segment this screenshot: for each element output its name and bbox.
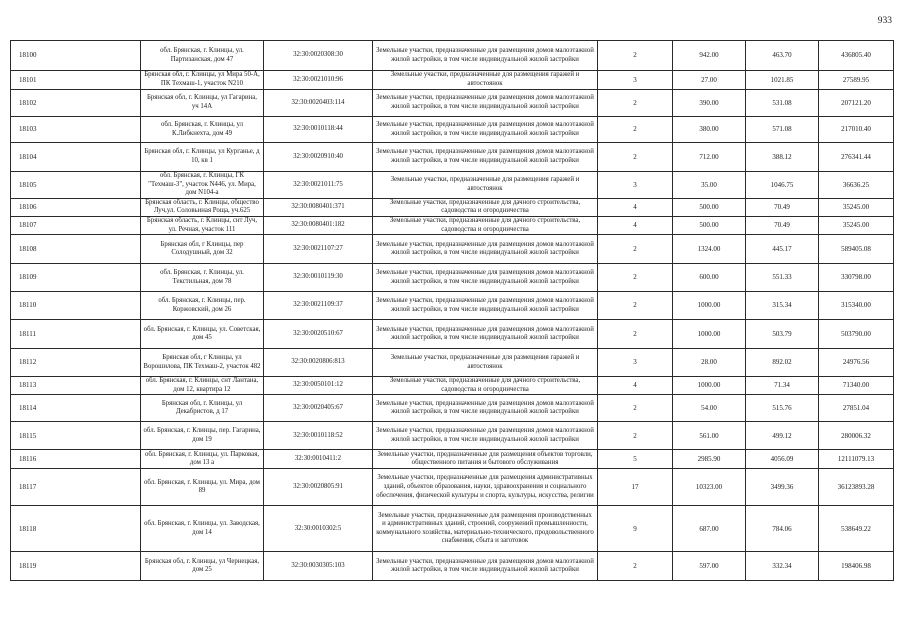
unit-cost-cell: 315.34 bbox=[746, 292, 819, 320]
unit-cost-cell: 531.08 bbox=[746, 90, 819, 117]
cadastral-number-cell: 32:30:0020510:67 bbox=[264, 320, 373, 349]
address-cell: обл. Брянская, г. Клинцы, ул К.Либкнехта, дом 49 bbox=[141, 117, 264, 143]
cadastral-number-cell: 32:30:0020403:114 bbox=[264, 90, 373, 117]
table-row bbox=[11, 235, 894, 264]
group-cell: 2 bbox=[598, 90, 673, 117]
address-cell: обл. Брянская, г. Клинцы, ул. Партизанская, дом 47 bbox=[141, 41, 264, 71]
unit-cost-cell: 4056.09 bbox=[746, 450, 819, 469]
row-number: 18102 bbox=[11, 90, 141, 117]
area-cell: 27.00 bbox=[673, 71, 746, 90]
area-cell: 600.00 bbox=[673, 264, 746, 292]
area-cell: 712.00 bbox=[673, 143, 746, 172]
address-cell: обл. Брянская, г. Клинцы, снт Лантана, дом 12, квартира 12 bbox=[141, 377, 264, 395]
address-cell: обл. Брянская, г. Клинцы, ГК "Техмаш-3", участок N446, ул. Мира, дом N104-а bbox=[141, 172, 264, 199]
address-cell: Брянская обл, г. Клинцы, ул Гагарина, уч 14А bbox=[141, 90, 264, 117]
row-number: 18107 bbox=[11, 216, 141, 234]
address-cell: Брянская обл, г Клинцы, пер Солодушный, дом 32 bbox=[141, 235, 264, 264]
table-row bbox=[11, 41, 894, 71]
unit-cost-cell: 515.76 bbox=[746, 395, 819, 422]
table-row bbox=[11, 506, 894, 552]
cadastral-number-cell: 32:30:0010411:2 bbox=[264, 450, 373, 469]
unit-cost-cell: 503.79 bbox=[746, 320, 819, 349]
cadastral-number-cell: 32:30:0030305:103 bbox=[264, 552, 373, 581]
cadastral-number-cell: 32:30:0050101:12 bbox=[264, 377, 373, 395]
area-cell: 28.00 bbox=[673, 349, 746, 377]
unit-cost-cell: 332.34 bbox=[746, 552, 819, 581]
table-row bbox=[11, 395, 894, 422]
row-number: 18108 bbox=[11, 235, 141, 264]
land-use-cell: Земельные участки, предназначенные для дачного строительства, садоводства и огородничества bbox=[373, 198, 598, 216]
land-use-cell: Земельные участки, предназначенные для размещения домов малоэтажной жилой застройки, в том числе индивидуальной жилой застройки bbox=[373, 422, 598, 450]
table-row bbox=[11, 117, 894, 143]
unit-cost-cell: 71.34 bbox=[746, 377, 819, 395]
table-row bbox=[11, 198, 894, 216]
group-cell: 2 bbox=[598, 235, 673, 264]
cadastral-value-cell: 24976.56 bbox=[819, 349, 894, 377]
cadastral-number-cell: 32:30:0010119:30 bbox=[264, 264, 373, 292]
land-use-cell: Земельные участки, предназначенные для размещения домов малоэтажной жилой застройки, в том числе индивидуальной жилой застройки bbox=[373, 395, 598, 422]
land-use-cell: Земельные участки, предназначенные для размещения домов малоэтажной жилой застройки, в том числе индивидуальной жилой застройки bbox=[373, 143, 598, 172]
area-cell: 1000.00 bbox=[673, 320, 746, 349]
unit-cost-cell: 784.06 bbox=[746, 506, 819, 552]
cadastral-value-cell: 35245.00 bbox=[819, 198, 894, 216]
table-row bbox=[11, 469, 894, 506]
row-number: 18105 bbox=[11, 172, 141, 199]
unit-cost-cell: 388.12 bbox=[746, 143, 819, 172]
area-cell: 500.00 bbox=[673, 216, 746, 234]
land-use-cell: Земельные участки, предназначенные для размещения домов малоэтажной жилой застройки, в том числе индивидуальной жилой застройки bbox=[373, 264, 598, 292]
row-number: 18119 bbox=[11, 552, 141, 581]
address-cell: Брянская обл, г. Клинцы, ул Курганье, д 10, кв 1 bbox=[141, 143, 264, 172]
cadastral-number-cell: 32:30:0020308:30 bbox=[264, 41, 373, 71]
cadastral-value-cell: 280006.32 bbox=[819, 422, 894, 450]
area-cell: 687.00 bbox=[673, 506, 746, 552]
group-cell: 2 bbox=[598, 422, 673, 450]
cadastral-value-cell: 315340.00 bbox=[819, 292, 894, 320]
table-row bbox=[11, 292, 894, 320]
table-row bbox=[11, 172, 894, 199]
area-cell: 10323.00 bbox=[673, 469, 746, 506]
cadastral-number-cell: 32:30:0020910:40 bbox=[264, 143, 373, 172]
land-valuation-table bbox=[10, 40, 894, 581]
unit-cost-cell: 463.70 bbox=[746, 41, 819, 71]
cadastral-number-cell: 32:30:0020405:67 bbox=[264, 395, 373, 422]
cadastral-value-cell: 198406.98 bbox=[819, 552, 894, 581]
land-use-cell: Земельные участки, предназначенные для размещения административных зданий, объектов образования, науки, здравоохранения и социального обеспечения, физической культуры и спорта, культуры, искусства, религии bbox=[373, 469, 598, 506]
row-number: 18113 bbox=[11, 377, 141, 395]
address-cell: Брянская обл, г. Клинцы, ул Декабристов, д 17 bbox=[141, 395, 264, 422]
address-cell: Брянская область, г. Клинцы, снт Луч, ул. Речная, участок 111 bbox=[141, 216, 264, 234]
unit-cost-cell: 551.33 bbox=[746, 264, 819, 292]
area-cell: 54.00 bbox=[673, 395, 746, 422]
address-cell: Брянская обл, г. Клинцы, ул Мира 50-А, ПК Техмаш-1, участок N210 bbox=[141, 71, 264, 90]
cadastral-number-cell: 32:30:0021010:96 bbox=[264, 71, 373, 90]
table-row bbox=[11, 90, 894, 117]
cadastral-number-cell: 32:30:0010302:5 bbox=[264, 506, 373, 552]
row-number: 18103 bbox=[11, 117, 141, 143]
group-cell: 2 bbox=[598, 41, 673, 71]
address-cell: обл. Брянская, г. Клинцы, ул. Советская, дом 45 bbox=[141, 320, 264, 349]
group-cell: 17 bbox=[598, 469, 673, 506]
cadastral-value-cell: 276341.44 bbox=[819, 143, 894, 172]
area-cell: 380.00 bbox=[673, 117, 746, 143]
land-use-cell: Земельные участки, предназначенные для размещения объектов торговли, общественного питания и бытового обслуживания bbox=[373, 450, 598, 469]
row-number: 18111 bbox=[11, 320, 141, 349]
table-row bbox=[11, 377, 894, 395]
cadastral-value-cell: 35245.00 bbox=[819, 216, 894, 234]
row-number: 18115 bbox=[11, 422, 141, 450]
area-cell: 1000.00 bbox=[673, 292, 746, 320]
group-cell: 5 bbox=[598, 450, 673, 469]
unit-cost-cell: 1021.85 bbox=[746, 71, 819, 90]
cadastral-value-cell: 36636.25 bbox=[819, 172, 894, 199]
row-number: 18114 bbox=[11, 395, 141, 422]
address-cell: обл. Брянская, г. Клинцы, пер. Гагарина, дом 19 bbox=[141, 422, 264, 450]
row-number: 18110 bbox=[11, 292, 141, 320]
group-cell: 4 bbox=[598, 377, 673, 395]
area-cell: 2985.90 bbox=[673, 450, 746, 469]
unit-cost-cell: 3499.36 bbox=[746, 469, 819, 506]
cadastral-value-cell: 436805.40 bbox=[819, 41, 894, 71]
cadastral-value-cell: 217010.40 bbox=[819, 117, 894, 143]
group-cell: 3 bbox=[598, 349, 673, 377]
area-cell: 597.00 bbox=[673, 552, 746, 581]
land-use-cell: Земельные участки, предназначенные для размещения домов малоэтажной жилой застройки, в том числе индивидуальной жилой застройки bbox=[373, 292, 598, 320]
cadastral-value-cell: 538649.22 bbox=[819, 506, 894, 552]
land-use-cell: Земельные участки, предназначенные для размещения домов малоэтажной жилой застройки, в том числе индивидуальной жилой застройки bbox=[373, 117, 598, 143]
row-number: 18101 bbox=[11, 71, 141, 90]
land-use-cell: Земельные участки, предназначенные для размещения производственных и административных зданий, строений, сооружений промышленности, коммунального хозяйства, материально-технического, продовольственного снабжения, сбыта и заготовок bbox=[373, 506, 598, 552]
row-number: 18112 bbox=[11, 349, 141, 377]
cadastral-value-cell: 27851.04 bbox=[819, 395, 894, 422]
row-number: 18116 bbox=[11, 450, 141, 469]
table-row bbox=[11, 264, 894, 292]
land-use-cell: Земельные участки, предназначенные для размещения домов малоэтажной жилой застройки, в том числе индивидуальной жилой застройки bbox=[373, 552, 598, 581]
table-row bbox=[11, 450, 894, 469]
table-row bbox=[11, 143, 894, 172]
table-row bbox=[11, 216, 894, 234]
address-cell: обл. Брянская, г. Клинцы, пер. Коржовский, дом 26 bbox=[141, 292, 264, 320]
group-cell: 2 bbox=[598, 395, 673, 422]
address-cell: обл. Брянская, г. Клинцы, ул. Мира, дом 89 bbox=[141, 469, 264, 506]
land-use-cell: Земельные участки, предназначенные для размещения домов малоэтажной жилой застройки, в том числе индивидуальной жилой застройки bbox=[373, 41, 598, 71]
cadastral-value-cell: 12111079.13 bbox=[819, 450, 894, 469]
table-row bbox=[11, 349, 894, 377]
cadastral-number-cell: 32:30:0080401:182 bbox=[264, 216, 373, 234]
address-cell: Брянская обл, г Клинцы, ул Ворошилова, ПК Техмаш-2, участок 482 bbox=[141, 349, 264, 377]
area-cell: 1000.00 bbox=[673, 377, 746, 395]
table-row bbox=[11, 320, 894, 349]
group-cell: 4 bbox=[598, 198, 673, 216]
land-use-cell: Земельные участки, предназначенные для размещения домов малоэтажной жилой застройки, в том числе индивидуальной жилой застройки bbox=[373, 90, 598, 117]
cadastral-value-cell: 27589.95 bbox=[819, 71, 894, 90]
row-number: 18117 bbox=[11, 469, 141, 506]
cadastral-number-cell: 32:30:0021107:27 bbox=[264, 235, 373, 264]
land-use-cell: Земельные участки, предназначенные для размещения гаражей и автостоянок bbox=[373, 71, 598, 90]
area-cell: 561.00 bbox=[673, 422, 746, 450]
unit-cost-cell: 445.17 bbox=[746, 235, 819, 264]
area-cell: 1324.00 bbox=[673, 235, 746, 264]
unit-cost-cell: 70.49 bbox=[746, 216, 819, 234]
unit-cost-cell: 892.02 bbox=[746, 349, 819, 377]
address-cell: Брянская область, г. Клинцы, общество Луч,ул. Соловьиная Роща, уч.625 bbox=[141, 198, 264, 216]
group-cell: 2 bbox=[598, 117, 673, 143]
table-row bbox=[11, 552, 894, 581]
cadastral-value-cell: 503790.00 bbox=[819, 320, 894, 349]
address-cell: обл. Брянская, г. Клинцы, ул. Парковая, дом 13 а bbox=[141, 450, 264, 469]
group-cell: 2 bbox=[598, 320, 673, 349]
land-use-cell: Земельные участки, предназначенные для дачного строительства, садоводства и огородничества bbox=[373, 377, 598, 395]
cadastral-number-cell: 32:30:0020806:813 bbox=[264, 349, 373, 377]
area-cell: 390.00 bbox=[673, 90, 746, 117]
group-cell: 3 bbox=[598, 172, 673, 199]
address-cell: обл. Брянская, г. Клинцы, ул. Текстильная, дом 78 bbox=[141, 264, 264, 292]
group-cell: 2 bbox=[598, 292, 673, 320]
cadastral-number-cell: 32:30:0021011:75 bbox=[264, 172, 373, 199]
row-number: 18104 bbox=[11, 143, 141, 172]
unit-cost-cell: 1046.75 bbox=[746, 172, 819, 199]
area-cell: 500.00 bbox=[673, 198, 746, 216]
unit-cost-cell: 499.12 bbox=[746, 422, 819, 450]
row-number: 18106 bbox=[11, 198, 141, 216]
cadastral-value-cell: 207121.20 bbox=[819, 90, 894, 117]
land-use-cell: Земельные участки, предназначенные для размещения домов малоэтажной жилой застройки, в том числе индивидуальной жилой застройки bbox=[373, 235, 598, 264]
cadastral-number-cell: 32:30:0020805:91 bbox=[264, 469, 373, 506]
cadastral-number-cell: 32:30:0080401:371 bbox=[264, 198, 373, 216]
land-use-cell: Земельные участки, предназначенные для размещения домов малоэтажной жилой застройки, в том числе индивидуальной жилой застройки bbox=[373, 320, 598, 349]
cadastral-value-cell: 36123893.28 bbox=[819, 469, 894, 506]
unit-cost-cell: 571.08 bbox=[746, 117, 819, 143]
group-cell: 2 bbox=[598, 264, 673, 292]
row-number: 18118 bbox=[11, 506, 141, 552]
group-cell: 2 bbox=[598, 552, 673, 581]
cadastral-number-cell: 32:30:0010118:52 bbox=[264, 422, 373, 450]
row-number: 18100 bbox=[11, 41, 141, 71]
land-use-cell: Земельные участки, предназначенные для размещения гаражей и автостоянок bbox=[373, 349, 598, 377]
group-cell: 2 bbox=[598, 143, 673, 172]
address-cell: Брянская обл, г. Клинцы, ул Чернецкая, дом 25 bbox=[141, 552, 264, 581]
page-number: 933 bbox=[877, 16, 892, 26]
table-row bbox=[11, 71, 894, 90]
land-use-cell: Земельные участки, предназначенные для размещения гаражей и автостоянок bbox=[373, 172, 598, 199]
area-cell: 942.00 bbox=[673, 41, 746, 71]
land-use-cell: Земельные участки, предназначенные для дачного строительства, садоводства и огородничества bbox=[373, 216, 598, 234]
table-body bbox=[11, 41, 894, 581]
cadastral-number-cell: 32:30:0021109:37 bbox=[264, 292, 373, 320]
group-cell: 3 bbox=[598, 71, 673, 90]
row-number: 18109 bbox=[11, 264, 141, 292]
unit-cost-cell: 70.49 bbox=[746, 198, 819, 216]
cadastral-number-cell: 32:30:0010118:44 bbox=[264, 117, 373, 143]
group-cell: 4 bbox=[598, 216, 673, 234]
group-cell: 9 bbox=[598, 506, 673, 552]
cadastral-value-cell: 71340.00 bbox=[819, 377, 894, 395]
area-cell: 35.00 bbox=[673, 172, 746, 199]
address-cell: обл. Брянская, г. Клинцы, ул. Заводская, дом 14 bbox=[141, 506, 264, 552]
table-row bbox=[11, 422, 894, 450]
cadastral-value-cell: 330798.00 bbox=[819, 264, 894, 292]
cadastral-value-cell: 589405.08 bbox=[819, 235, 894, 264]
